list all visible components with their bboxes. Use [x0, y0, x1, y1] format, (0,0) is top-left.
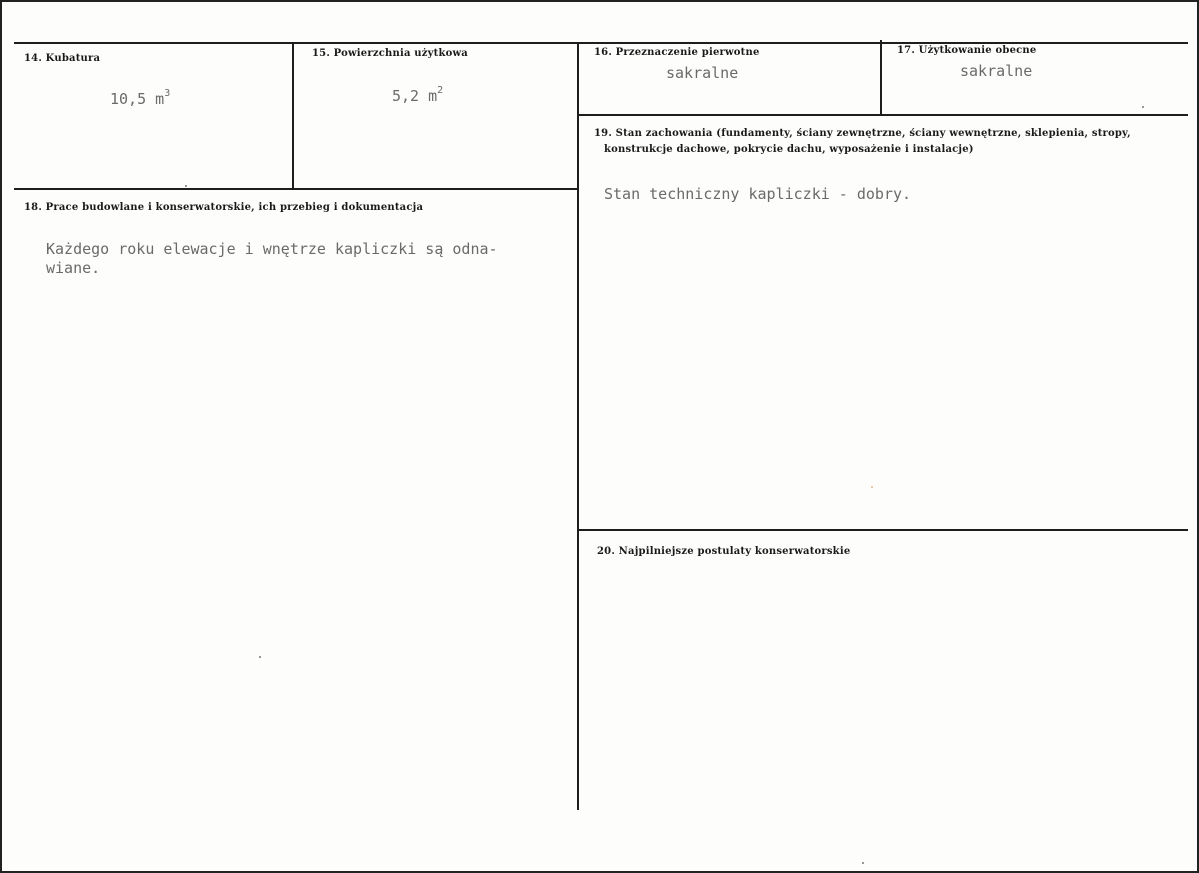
divider-14-15: [292, 42, 294, 190]
field-19-value: Stan techniczny kapliczki - dobry.: [604, 185, 912, 203]
field-15-value: 5,2 $m^2$: [392, 85, 444, 105]
field-16-value: sakralne: [666, 64, 739, 82]
paper-speck: [185, 185, 187, 187]
paper-speck: [862, 862, 864, 864]
divider-center: [577, 42, 579, 810]
field-20-label: 20. Najpilniejsze postulaty konserwatorskie: [597, 546, 851, 557]
field-14-label: 14. Kubatura: [24, 53, 101, 64]
field-18-value-line-1: Każdego roku elewacje i wnętrze kapliczki są odna-: [46, 240, 498, 258]
field-17-label: 17. Użytkowanie obecne: [897, 45, 1037, 56]
field-17-value: sakralne: [960, 62, 1033, 80]
field-19-label-line-1: 19. Stan zachowania (fundamenty, ściany zewnętrzne, ściany wewnętrzne, sklepienia, stropy,: [594, 128, 1131, 139]
field-18-label: 18. Prace budowlane i konserwatorskie, ich przebieg i dokumentacja: [24, 202, 424, 213]
field-15-exponent: 2: [437, 85, 444, 96]
field-14-exponent: 3: [164, 88, 171, 99]
paper-speck: [1142, 106, 1144, 108]
rule-under-14-15: [14, 188, 578, 190]
field-16-label: 16. Przeznaczenie pierwotne: [594, 47, 760, 58]
rule-under-16-17: [579, 114, 1188, 116]
rule-under-19: [579, 529, 1188, 531]
paper-speck: [259, 656, 261, 658]
field-18-value-line-2: wiane.: [46, 259, 101, 277]
field-19-label-line-2: konstrukcje dachowe, pokrycie dachu, wyposażenie i instalacje): [604, 144, 974, 155]
paper-speck: [871, 486, 873, 488]
field-14-value: 10,5 $m^3$: [110, 88, 171, 108]
field-15-label: 15. Powierzchnia użytkowa: [312, 48, 468, 59]
divider-16-17: [880, 40, 882, 116]
